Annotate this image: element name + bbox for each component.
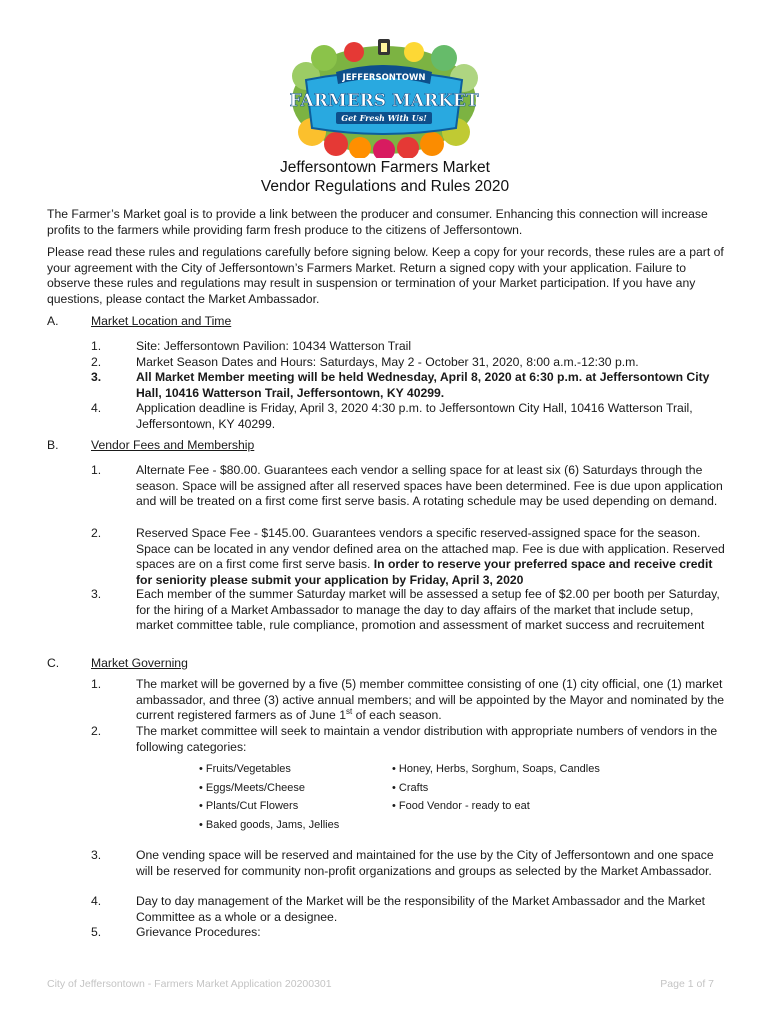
section-letter: A.: [47, 314, 59, 328]
item-text-regular: Reserved Space Fee - $145.00. Guarantees vendors a specific reserved-assigned space for the season. Space can be located in any vendor defined area on the attached map. Fee is due with application. Reserved spaces are on a first come first serve basis.: [136, 526, 725, 572]
item-text: Alternate Fee - $80.00. Guarantees each vendor a selling space for at least six (6) Saturdays through the season. Space will be assigned after all reserved spaces have been determined. Fee is due upon application and will be treated on a first come first serve basis. A rotating schedule may be used depending on demand.: [136, 463, 723, 509]
category-item: • Food Vendor - ready to eat: [392, 800, 530, 813]
category-item: • Crafts: [392, 781, 429, 794]
intro-paragraph-instructions: Please read these rules and regulations carefully before signing below. Keep a copy for your records, these rules are a part of your agreement with the City of Jeffersontown’s Farmers Market. Return a signed copy with your application. Failure to observe these rules and regulations may result in suspension or termination of your Market participation. If you have any questions, please contact the Market Ambassador.: [47, 245, 724, 306]
item-number: 4.: [91, 894, 102, 908]
item-text: All Market Member meeting will be held Wednesday, April 8, 2020 at 6:30 p.m. at Jeffersontown City Hall, 10416 Watterson Trail, Jeffersontown, KY 40299.: [136, 370, 710, 400]
item-text: [136, 677, 728, 724]
logo-main-text: FARMERS MARKET: [289, 91, 479, 111]
category-item: • Fruits/Vegetables: [199, 763, 291, 775]
category-item: • Baked goods, Jams, Jellies: [199, 819, 340, 832]
item-number: 2.: [91, 355, 102, 369]
item-text: [136, 526, 728, 588]
section-heading: Vendor Fees and Membership: [91, 438, 255, 452]
category-item: • Honey, Herbs, Sorghum, Soaps, Candles: [392, 763, 600, 775]
item-text: Site: Jeffersontown Pavilion: 10434 Watterson Trail: [136, 339, 412, 353]
section-letter: B.: [47, 438, 59, 452]
section-heading: Market Location and Time: [91, 314, 232, 328]
item-number: 1.: [91, 463, 102, 477]
item-text: One vending space will be reserved and maintained for the use by the City of Jeffersontown and one space will be reserved for community non-profit organizations and groups as selected by the Market Ambassador.: [136, 848, 714, 878]
item-number: 3.: [91, 587, 102, 601]
categories-column-right: [392, 760, 600, 816]
category-item: • Plants/Cut Flowers: [199, 800, 299, 813]
item-text-part: of each season.: [352, 708, 442, 723]
item-number: 2.: [91, 724, 102, 738]
ordinal-suffix: st: [346, 707, 353, 717]
item-number: 5.: [91, 925, 102, 939]
document-title: Jeffersontown Farmers Market: [280, 159, 490, 176]
section-heading: Market Governing: [91, 656, 188, 670]
footer-page-number: Page 1 of 7: [660, 978, 714, 990]
categories-column-left: [199, 760, 339, 835]
logo-top-text: JEFFERSONTOWN: [342, 73, 426, 83]
item-number: 2.: [91, 526, 102, 540]
intro-paragraph-goal: The Farmer’s Market goal is to provide a link between the producer and consumer. Enhancing this connection will increase profits to the farmers while providing farm fresh produce to the citizens of Jeffersontown.: [47, 207, 708, 237]
category-item: • Eggs/Meets/Cheese: [199, 781, 305, 794]
item-number: 3.: [91, 848, 102, 862]
item-text: The market committee will seek to maintain a vendor distribution with appropriate numbers of vendors in the following categories:: [136, 724, 718, 754]
item-text: Each member of the summer Saturday market will be assessed a setup fee of $2.00 per booth per Saturday, for the hiring of a Market Ambassador to manage the day to day affairs of the market that include setup, market committee table, rule compliance, promotion and assessment of market success and recruitement: [136, 587, 720, 633]
farmers-market-logo: [284, 36, 484, 158]
document-subtitle: Vendor Regulations and Rules 2020: [260, 178, 510, 195]
item-number: 4.: [91, 401, 102, 415]
item-text-bold: In order to reserve your preferred space and receive credit for seniority please submit your application by Friday, April 3, 2020: [136, 557, 713, 587]
item-text: Grievance Procedures:: [136, 925, 261, 939]
logo-tagline: Get Fresh With Us!: [341, 113, 427, 123]
item-number: 1.: [91, 339, 102, 353]
item-number: 3.: [91, 370, 102, 384]
section-letter: C.: [47, 656, 60, 670]
footer-document-id: City of Jeffersontown - Farmers Market Application 20200301: [47, 978, 332, 990]
item-text-part: The market will be governed by a five (5) member committee consisting of one (1) city official, one (1) market ambassador, and three (3) active annual members; and will be appointed by the Mayor and nominated by the current registered farmers as of June 1: [136, 677, 725, 723]
item-text: Day to day management of the Market will be the responsibility of the Market Ambassador and the Market Committee as a whole or a designee.: [136, 894, 706, 924]
item-number: 1.: [91, 677, 102, 691]
item-text: Application deadline is Friday, April 3, 2020 4:30 p.m. to Jeffersontown City Hall, 10416 Watterson Trail, Jeffersontown, KY 40299.: [136, 401, 693, 431]
item-text: Market Season Dates and Hours: Saturdays, May 2 - October 31, 2020, 8:00 a.m.-12:30 p.m.: [136, 355, 639, 369]
